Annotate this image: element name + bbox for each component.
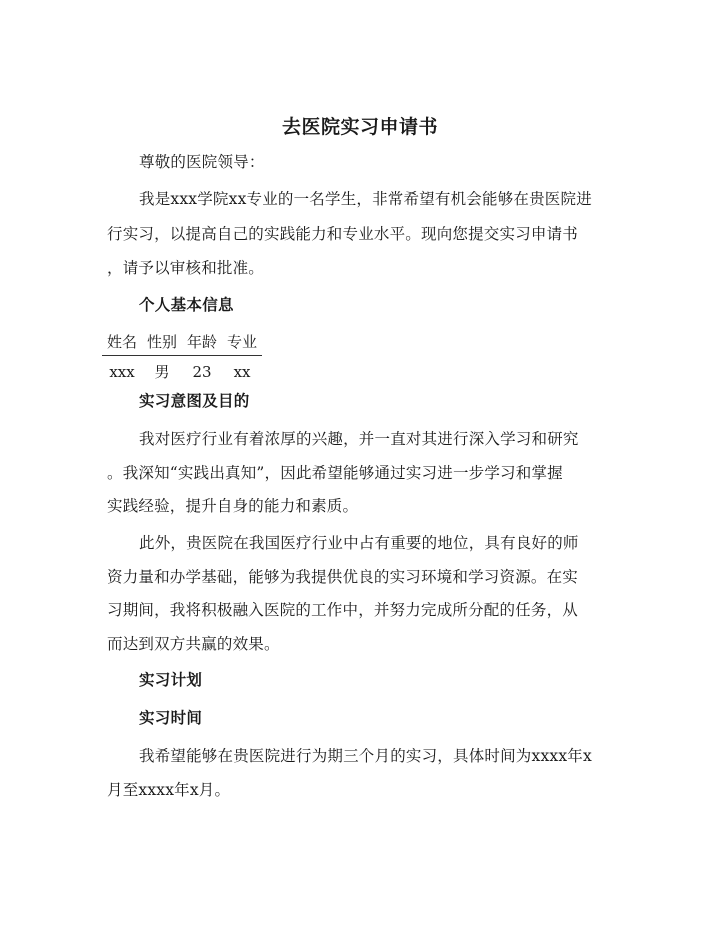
table-header-major: 专业 — [222, 331, 262, 356]
purpose-p2-line-2: 资力量和办学基础，能够为我提供优良的实习环境和学习资源。在实 — [107, 568, 579, 586]
purpose-p2-line-1: 此外，贵医院在我国医疗行业中占有重要的地位，具有良好的师 — [139, 534, 579, 552]
intro-line-1: 我是xxx学院xx专业的一名学生，非常希望有机会能够在贵医院进 — [139, 190, 592, 208]
purpose-p1-line-3: 实践经验，提升自身的能力和素质。 — [107, 497, 359, 515]
document-title: 去医院实习申请书 — [281, 116, 438, 138]
table-header-gender: 性别 — [142, 331, 182, 356]
purpose-p2-line-4: 而达到双方共赢的效果。 — [107, 635, 280, 653]
time-line-1: 我希望能够在贵医院进行为期三个月的实习，具体时间为xxxx年x — [139, 747, 592, 765]
basic-info-table — [102, 331, 262, 382]
table-header-row — [102, 331, 262, 356]
section-heading-basic-info: 个人基本信息 — [139, 295, 234, 314]
intro-line-3: ，请予以审核和批准。 — [107, 259, 265, 277]
table-header-age: 年龄 — [182, 331, 222, 356]
purpose-p1-line-2: 。我深知“实践出真知”，因此希望能够通过实习进一步学习和掌握 — [107, 464, 563, 482]
time-line-2: 月至xxxx年x月。 — [107, 781, 231, 799]
table-header-name: 姓名 — [102, 331, 142, 356]
intro-line-2: 行实习，以提高自己的实践能力和专业水平。现向您提交实习申请书 — [107, 225, 579, 243]
section-heading-time: 实习时间 — [139, 708, 203, 727]
table-cell-major: xx — [233, 362, 251, 381]
table-cell-name: xxx — [109, 362, 135, 381]
table-cell-gender: 男 — [154, 363, 170, 381]
table-cell-age: 23 — [192, 362, 212, 381]
purpose-p2-line-3: 习期间，我将积极融入医院的工作中，并努力完成所分配的任务，从 — [107, 601, 579, 619]
section-heading-plan: 实习计划 — [139, 670, 203, 689]
salutation: 尊敬的医院领导： — [139, 153, 265, 171]
table-row — [102, 356, 262, 383]
section-heading-purpose: 实习意图及目的 — [139, 391, 250, 410]
purpose-p1-line-1: 我对医疗行业有着浓厚的兴趣，并一直对其进行深入学习和研究 — [139, 430, 579, 448]
